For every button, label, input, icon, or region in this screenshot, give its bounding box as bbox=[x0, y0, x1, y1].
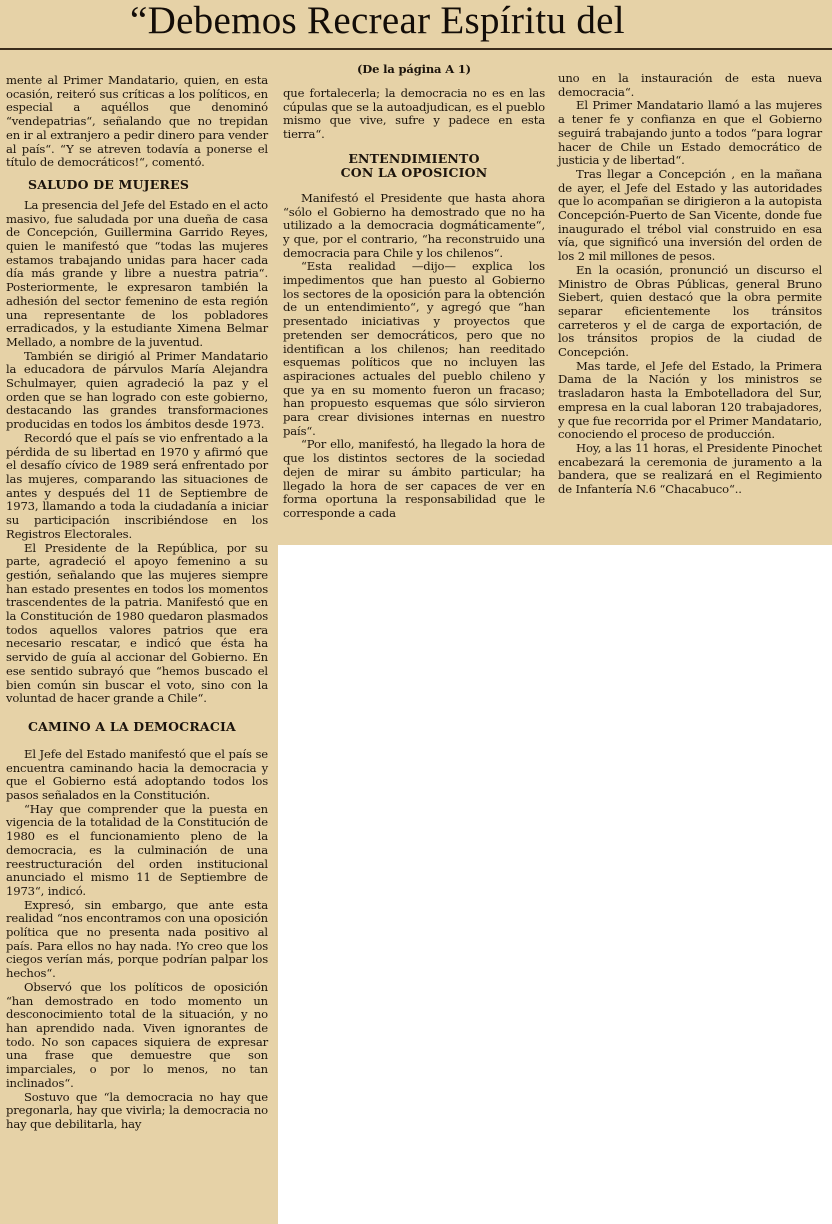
column-2 bbox=[283, 62, 545, 521]
subhead-saludo-de-mujeres: SALUDO DE MUJERES bbox=[28, 176, 190, 192]
subhead-con-la-oposicion: CON LA OPOSICION bbox=[340, 164, 488, 180]
jump-line: (De la página A 1) bbox=[357, 62, 471, 76]
column-2-intro: que fortalecerla; la democracia no es en las cúpulas que se la autoadjudican, es el pueblo mismo que vive, sufre y padece en esta tierra“. bbox=[283, 86, 545, 142]
paragraph: Tras llegar a Concepción , en la mañana de ayer, el Jefe del Estado y las autoridades que lo acompañan se dirigieron a la autopista Concepción-Puerto de San Vicente, donde fue inaugurado el trébol vial construido en esa vía, que significó una inversión del orden de los 2 mil millones de pesos. bbox=[558, 166, 822, 264]
paragraph: La presencia del Jefe del Estado en el acto masivo, fue saludada por una dueña de casa de Concepción, Guillermina Garrido Reyes, quien le manifestó que “todas las mujeres estamos trabajando unidas para hacer cada día más grande y libre a nuestra patria“. Posteriormente, le expresaron también la adhesión del sector femenino de esta región una representante de los pobladores erradicados, y la estudiante Ximena Belmar Mellado, a nombre de la juventud. bbox=[6, 197, 268, 349]
headline: “Debemos Recrear Espíritu del bbox=[130, 0, 625, 42]
paragraph: “Hay que comprender que la puesta en vigencia de la totalidad de la Constitución de 1980 es el funcionamiento pleno de la democracia, es la culminación de una reestructuración del orden institucional anunciado el mismo 11 de Septiembre de 1973“, indicó. bbox=[6, 801, 268, 898]
subhead-camino-a-la-democracia: CAMINO A LA DEMOCRACIA bbox=[28, 718, 236, 734]
paragraph: Sostuvo que “la democracia no hay que pregonarla, hay que vivirla; la democracia no hay que debilitarla, hay bbox=[6, 1089, 268, 1131]
paragraph: Mas tarde, el Jefe del Estado, la Primera Dama de la Nación y los ministros se trasladaron hasta la Embotelladora del Sur, empresa en la cual laboran 120 trabajadores, y que fue recorrida por el Primer Mandatario, conociendo el proceso de producción. bbox=[558, 358, 822, 442]
paragraph: En la ocasión, pronunció un discurso el Ministro de Obras Públicas, general Bruno Siebert, quien destacó que la obra permite separar eficientemente los tránsitos carreteros y el de carga de exportación, de los tránsitos propios de la ciudad de Concepción. bbox=[558, 262, 822, 360]
paragraph: También se dirigió al Primer Mandatario la educadora de párvulos María Alejandra Schulmayer, quien agradeció la paz y el orden que se han logrado con este gobierno, destacando las grandes transformaciones producidas en todos los ámbitos desde 1973. bbox=[6, 348, 268, 432]
paragraph: “Esta realidad —dijo— explica los impedimentos que han puesto al Gobierno los sectores de la oposición para la obtención de un entendimiento“, y agregó que “han presentado iniciativas y proyectos que pretenden ser democráticos, pero que no identifican a los chilenos; han reeditado esquemas políticos que no incluyen las aspiraciones actuales del pueblo chileno y que ya en su momento fueron un fracaso; han propuesto esquemas que sólo sirvieron para crear divisiones internas en nuestro país“. bbox=[283, 259, 545, 438]
column-1-intro: mente al Primer Mandatario, quien, en esta ocasión, reiteró sus críticas a los políticos, en especial a aquéllos que denominó “vendepatrias“, señalando que no trepidan en ir al extranjero a pedir dinero para vender al país“. “Y se atreven todavía a ponerse el título de democráticos!“, comentó. bbox=[6, 73, 268, 170]
paragraph: “Por ello, manifestó, ha llegado la hora de que los distintos sectores de la sociedad dejen de mirar su ámbito particular; ha llegado la hora de ser capaces de ver en forma oportuna la responsabilidad que le corresponde a cada bbox=[283, 437, 545, 520]
paragraph: Observó que los políticos de oposición “han demostrado en todo momento un desconocimiento total de la situación, y no han aprendido nada. Viven ignorantes de todo. No son capaces siquiera de expresar una frase que demuestre que son imparciales, o por lo menos, no tan inclinados“. bbox=[6, 979, 268, 1090]
paragraph: Recordó que el país se vio enfrentado a la pérdida de su libertad en 1970 y afirmó que el desafío cívico de 1989 será enfrentado por las mujeres, comparando las situaciones de antes y después del 11 de Septiembre de 1973, llamando a toda la ciudadanía a iniciar su participación inscribiéndose en los Registros Electorales. bbox=[6, 430, 268, 541]
paragraph: El Presidente de la República, por su parte, agradeció el apoyo femenino a su gestión, señalando que las mujeres siempre han estado presentes en todos los momentos trascendentes de la patria. Manifestó que en la Constitución de 1980 quedaron plasmados todos aquellos valores patrios que era necesario rescatar, e indicó que ésta ha servido de guía al accionar del Gobierno. En ese sentido subrayó que “hemos buscado el bien común sin buscar el voto, sino con la voluntad de hacer grande a Chile“. bbox=[6, 540, 268, 706]
column-3-intro: uno en la instauración de esta nueva democracia“. bbox=[558, 71, 822, 99]
paragraph: El Jefe del Estado manifestó que el país se encuentra caminando hacia la democracia y que el Gobierno está adoptando todos los pasos señalados en la Constitución. bbox=[6, 746, 268, 803]
paragraph: Hoy, a las 11 horas, el Presidente Pinochet encabezará la ceremonia de juramento a la bandera, que se realizará en el Regimiento de Infantería N.6 “Chacabuco“.. bbox=[558, 440, 822, 497]
headline-rule bbox=[0, 48, 832, 50]
subhead-entendimiento: ENTENDIMIENTO bbox=[348, 150, 480, 166]
column-3 bbox=[558, 72, 822, 497]
paragraph: Expresó, sin embargo, que ante esta realidad “nos encontramos con una oposición política que no presenta nada positivo al país. Para ellos no hay nada. !Yo creo que los ciegos verían más, porque podrían palpar los hechos“. bbox=[6, 897, 268, 981]
paragraph: Manifestó el Presidente que hasta ahora “sólo el Gobierno ha demostrado que no ha utilizado a la democracia dogmáticamente“, y que, por el contrario, “ha reconstruido una democracia para Chile y los chilenos“. bbox=[283, 190, 545, 260]
column-1 bbox=[6, 74, 268, 1132]
paragraph: El Primer Mandatario llamó a las mujeres a tener fe y confianza en que el Gobierno seguirá trabajando junto a todos “para lograr hacer de Chile un Estado democrático de justicia y de libertad“. bbox=[558, 98, 822, 168]
